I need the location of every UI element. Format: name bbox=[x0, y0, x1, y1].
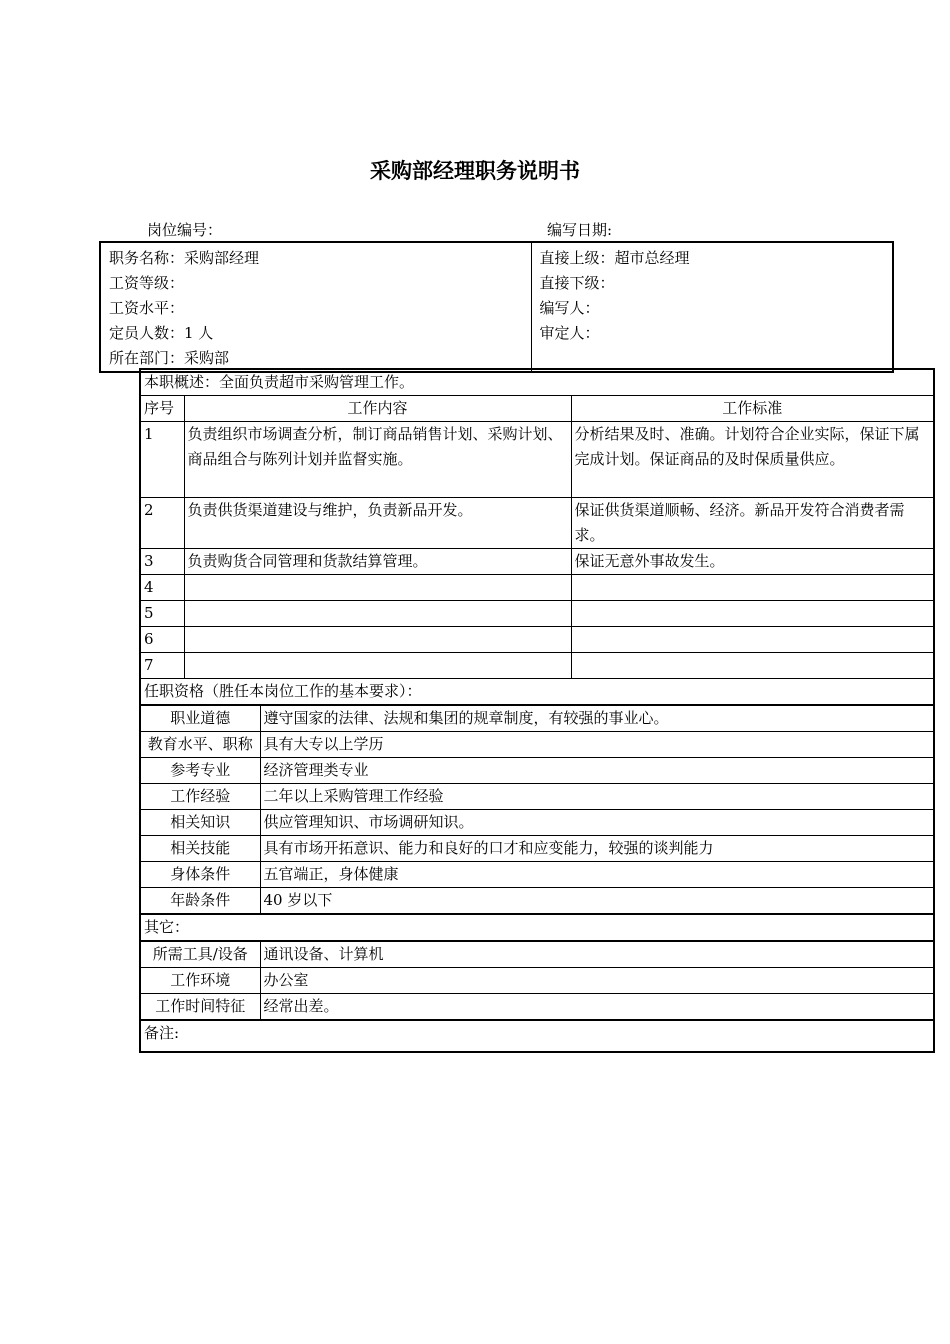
qualification-value: 40 岁以下 bbox=[260, 888, 934, 915]
headcount-field: 定员人数：1 人 bbox=[109, 324, 214, 342]
duty-standard: 保证无意外事故发生。 bbox=[571, 549, 934, 575]
qualification-value: 五官端正，身体健康 bbox=[260, 862, 934, 888]
table-row bbox=[140, 862, 934, 888]
qualification-label: 年龄条件 bbox=[140, 888, 260, 915]
table-row bbox=[140, 941, 934, 968]
other-label: 工作时间特征 bbox=[140, 994, 260, 1021]
direct-subordinate-field: 直接下级： bbox=[539, 274, 615, 292]
duty-no: 5 bbox=[140, 601, 184, 627]
qualification-label: 参考专业 bbox=[140, 758, 260, 784]
basic-info-left bbox=[100, 242, 531, 372]
table-row bbox=[140, 732, 934, 758]
table-row bbox=[140, 498, 934, 549]
qualification-label: 工作经验 bbox=[140, 784, 260, 810]
duty-content bbox=[184, 627, 571, 653]
position-no-label: 岗位编号： bbox=[147, 221, 223, 239]
page-title: 采购部经理职务说明书 bbox=[370, 159, 580, 183]
salary-grade-field: 工资等级： bbox=[109, 274, 185, 292]
qualification-value: 供应管理知识、市场调研知识。 bbox=[260, 810, 934, 836]
duty-no: 1 bbox=[140, 422, 184, 498]
qualification-value: 具有市场开拓意识、能力和良好的口才和应变能力，较强的谈判能力 bbox=[260, 836, 934, 862]
job-detail-table bbox=[139, 368, 935, 1053]
qualification-value: 遵守国家的法律、法规和集团的规章制度，有较强的事业心。 bbox=[260, 705, 934, 732]
write-date-label: 编写日期: bbox=[547, 221, 613, 239]
duty-standard: 保证供货渠道顺畅、经济。新品开发符合消费者需求。 bbox=[571, 498, 934, 549]
duty-no: 6 bbox=[140, 627, 184, 653]
basic-info-table bbox=[99, 241, 894, 373]
job-title-field: 职务名称：采购部经理 bbox=[109, 249, 260, 267]
duty-content bbox=[184, 653, 571, 679]
qualification-label: 教育水平、职称 bbox=[140, 732, 260, 758]
table-row bbox=[140, 836, 934, 862]
table-row bbox=[140, 968, 934, 994]
qualification-value: 经济管理类专业 bbox=[260, 758, 934, 784]
duty-standard bbox=[571, 575, 934, 601]
duty-standard: 分析结果及时、准确。计划符合企业实际，保证下属完成计划。保证商品的及时保质量供应。 bbox=[571, 422, 934, 498]
table-row bbox=[140, 549, 934, 575]
table-row bbox=[140, 888, 934, 915]
table-row bbox=[140, 994, 934, 1021]
col-header-no: 序号 bbox=[140, 396, 184, 422]
qualification-label: 相关知识 bbox=[140, 810, 260, 836]
col-header-standard: 工作标准 bbox=[571, 396, 934, 422]
table-row bbox=[140, 810, 934, 836]
other-value: 经常出差。 bbox=[260, 994, 934, 1021]
duty-no: 7 bbox=[140, 653, 184, 679]
qualification-label: 身体条件 bbox=[140, 862, 260, 888]
duty-standard bbox=[571, 601, 934, 627]
other-label: 所需工具/设备 bbox=[140, 941, 260, 968]
duty-no: 3 bbox=[140, 549, 184, 575]
table-row bbox=[140, 705, 934, 732]
qualifications-heading: 任职资格（胜任本岗位工作的基本要求）： bbox=[140, 679, 934, 706]
qualification-label: 相关技能 bbox=[140, 836, 260, 862]
table-row bbox=[140, 422, 934, 498]
duty-content: 负责供货渠道建设与维护，负责新品开发。 bbox=[184, 498, 571, 549]
col-header-content: 工作内容 bbox=[184, 396, 571, 422]
table-row bbox=[140, 601, 934, 627]
department-field: 所在部门：采购部 bbox=[109, 349, 230, 367]
table-row bbox=[140, 627, 934, 653]
duty-content: 负责购货合同管理和货款结算管理。 bbox=[184, 549, 571, 575]
duty-no: 2 bbox=[140, 498, 184, 549]
other-label: 工作环境 bbox=[140, 968, 260, 994]
writer-field: 编写人： bbox=[539, 299, 600, 317]
duty-no: 4 bbox=[140, 575, 184, 601]
basic-info-right bbox=[531, 242, 893, 372]
table-row bbox=[140, 784, 934, 810]
duty-standard bbox=[571, 627, 934, 653]
other-heading: 其它： bbox=[140, 914, 934, 941]
qualification-value: 具有大专以上学历 bbox=[260, 732, 934, 758]
duty-content bbox=[184, 601, 571, 627]
approver-field: 审定人： bbox=[539, 324, 600, 342]
table-row bbox=[140, 758, 934, 784]
salary-level-field: 工资水平： bbox=[109, 299, 185, 317]
table-row bbox=[140, 575, 934, 601]
direct-superior-field: 直接上级：超市总经理 bbox=[539, 249, 690, 267]
qualification-value: 二年以上采购管理工作经验 bbox=[260, 784, 934, 810]
remarks: 备注: bbox=[140, 1020, 934, 1052]
duty-content: 负责组织市场调查分析，制订商品销售计划、采购计划、商品组合与陈列计划并监督实施。 bbox=[184, 422, 571, 498]
table-row bbox=[140, 653, 934, 679]
other-value: 办公室 bbox=[260, 968, 934, 994]
duty-standard bbox=[571, 653, 934, 679]
duty-content bbox=[184, 575, 571, 601]
other-value: 通讯设备、计算机 bbox=[260, 941, 934, 968]
qualification-label: 职业道德 bbox=[140, 705, 260, 732]
job-summary: 本职概述：全面负责超市采购管理工作。 bbox=[140, 369, 934, 396]
